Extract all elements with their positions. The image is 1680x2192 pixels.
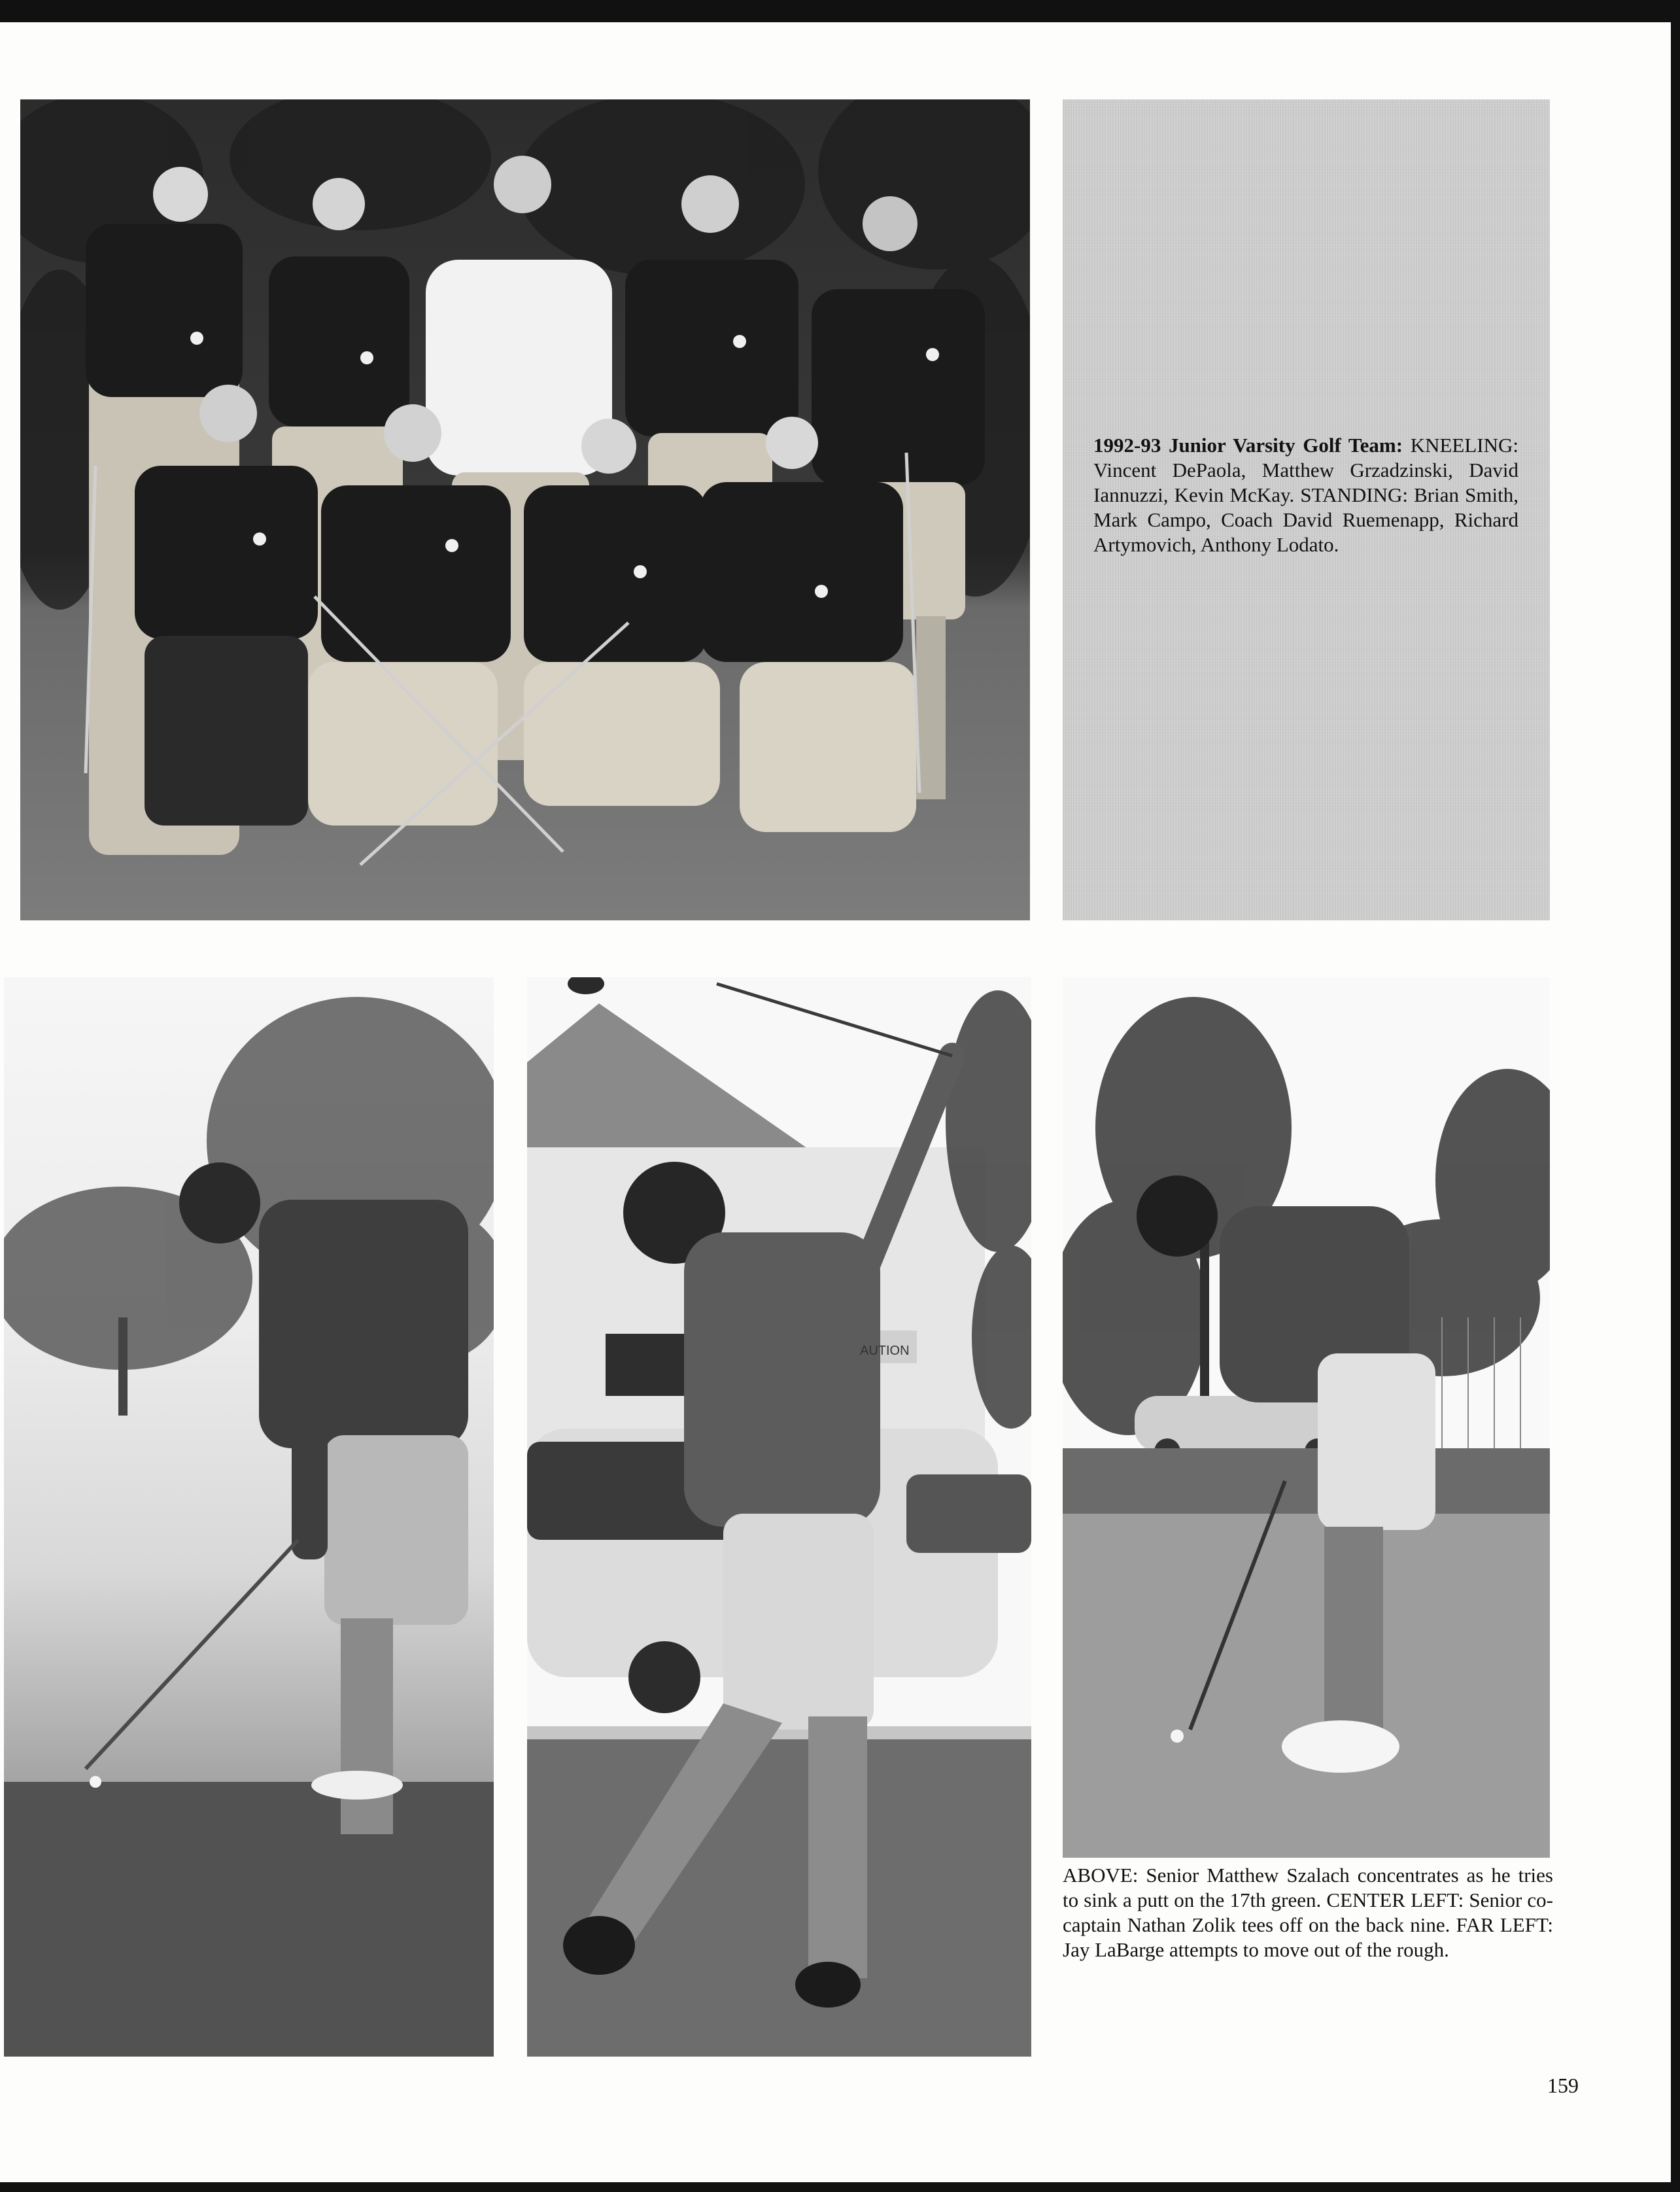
team-caption xyxy=(1093,433,1518,557)
golfer-chipping-photo xyxy=(4,977,494,2057)
yearbook-page xyxy=(0,22,1671,2182)
page-number: 159 xyxy=(1547,2074,1579,2097)
team-group-photo xyxy=(20,99,1030,920)
action-caption: ABOVE: Senior Matthew Szalach concentrates as he tries to sink a putt on the 17th green. CENTER LEFT: Senior co-captain Nathan Zolik tees off on the back nine. FAR LEFT: Jay LaBarge attempts to move out of the rough. xyxy=(1063,1864,1553,1961)
team-caption-body: KNEELING: Vincent DePaola, Matthew Grzadzinski, David Iannuzzi, Kevin McKay. STANDING: Brian Smith, Mark Campo, Coach David Ruemenapp, Richard Artymovich, Anthony Lodato. xyxy=(1093,434,1518,556)
van-sign: AUTION xyxy=(860,1344,910,1358)
golfer-putting-photo xyxy=(1063,977,1550,1858)
golfer-teeing-off-photo xyxy=(527,977,1031,2057)
team-caption-title: 1992-93 Junior Varsity Golf Team: xyxy=(1093,434,1403,457)
